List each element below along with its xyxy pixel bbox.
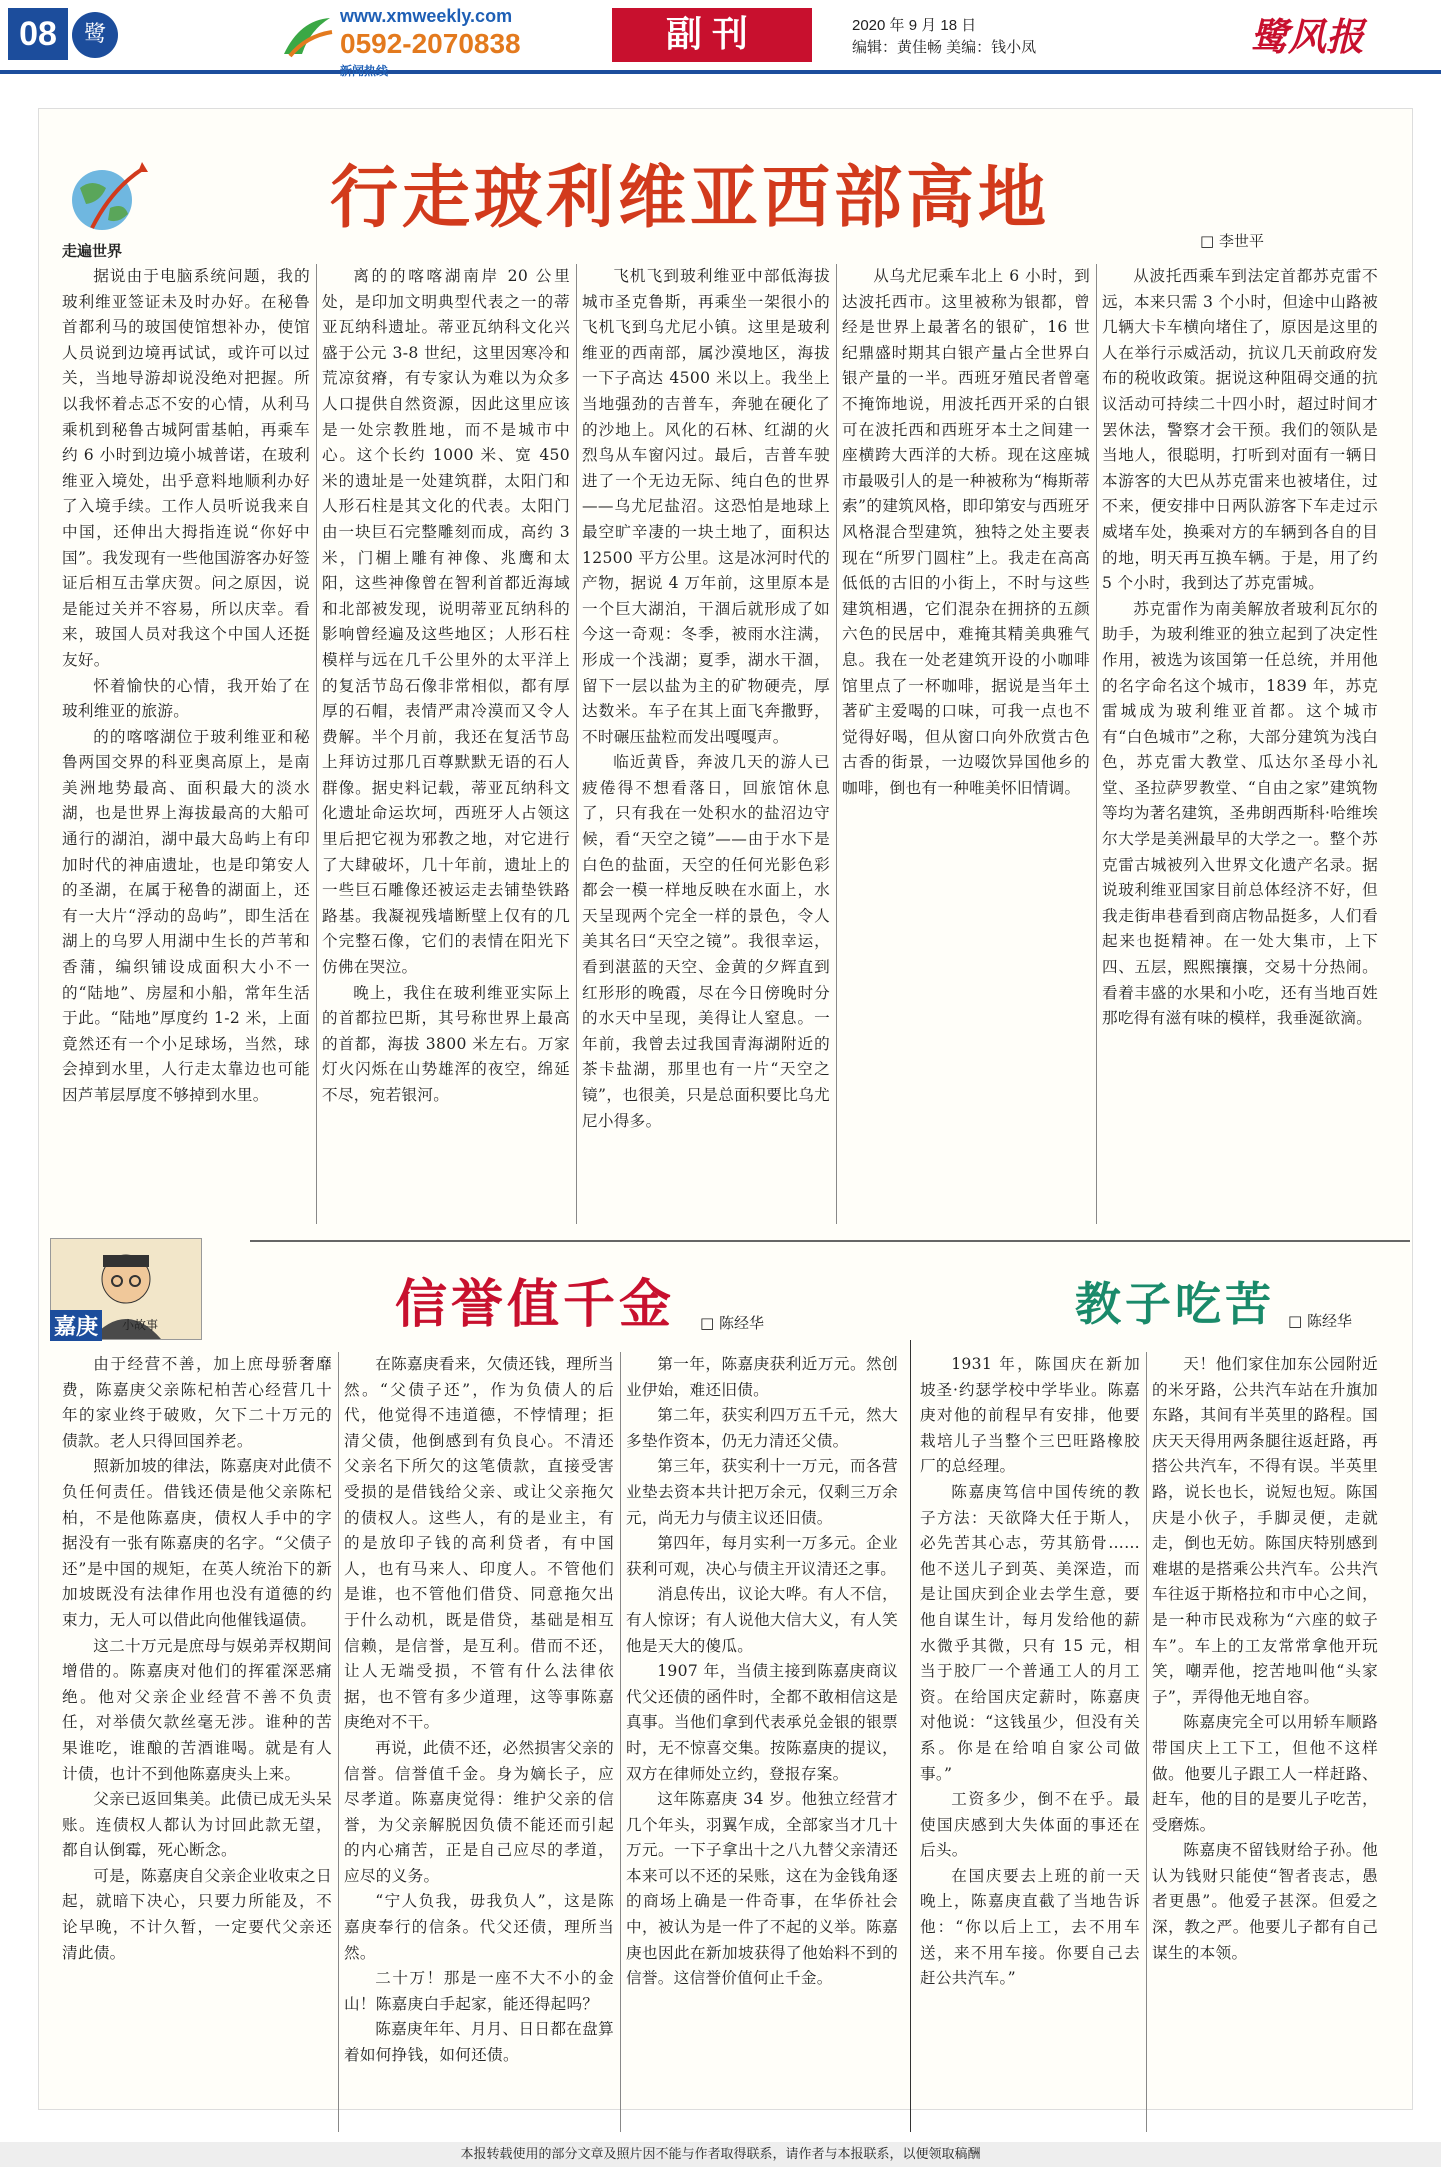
paragraph: 从乌尤尼乘车北上 6 小时，到达波托西市。这里被称为银都，曾经是世界上最著名的银矿，16 世纪鼎盛时期其白银产量占全世界白银产量的一半。西班牙殖民者曾毫不掩饰地说，用波托西开采的白银可在波托西和西班牙本土之间建一座横跨大西洋的大桥。现在这座城市最吸引人的是一种被称为“梅斯蒂索”的建筑风格，即印第安与西班牙风格混合型建筑，独特之处主要表现在“所罗门圆柱”上。我走在高高低低的古旧的小街上，不时与这些建筑相遇，它们混杂在拥挤的五颜六色的民居中，难掩其精美典雅气息。我在一处老建筑开设的小咖啡馆里点了一杯咖啡，据说是当年土著矿主爱喝的口味，可我一点也不觉得好喝，但从窗口向外欣赏古色古香的街景，一边啜饮异国他乡的咖啡，倒也有一种唯美怀旧情调。 xyxy=(842,267,1090,797)
paragraph: 这二十万元是庶母与娱弟弄权期间增借的。陈嘉庚对他们的挥霍深恶痛绝。他对父亲企业经营不善不负责任，对举债欠款丝毫无涉。谁种的苦果谁吃，谁酿的苦酒谁喝。就是有人计债，也计不到他陈嘉庚头上来。 xyxy=(62,1636,332,1783)
site-url: www.xmweekly.com xyxy=(340,6,513,26)
paragraph: 据说由于电脑系统问题，我的玻利维亚签证未及时办好。在秘鲁首都利马的玻国使馆想补办，使馆人员说到边境再试试，或许可以过关，当地导游却说没绝对把握。所以我怀着忐忑不安的心情，从利马乘机到秘鲁古城阿雷基帕，再乘车约 6 小时到边境小城普诺，在玻利维亚入境处，出乎意料地顺利办好了入境手续。工作人员听说我来自中国，还伸出大拇指连说“你好中国”。我发现有一些他国游客办好签证后相互击掌庆贺。问之原因，说是能过关并不容易，所以庆幸。看来，玻国人员对我这个中国人还挺友好。 xyxy=(62,267,310,669)
paragraph: 离的的喀喀湖南岸 20 公里处，是印加文明典型代表之一的蒂亚瓦纳科遗址。蒂亚瓦纳科文化兴盛于公元 3-8 世纪，这里因寒冷和荒凉贫瘠，有专家认为难以为众多人口提供自然资源，因此这里应该是一处宗教胜地，而不是城市中心。这个长约 1000 米、宽 450 米的遗址是一处建筑群，太阳门和人形石柱是其文化的代表。太阳门由一块巨石完整雕刻而成，高约 3 米，门楣上雕有神像、兆鹰和太阳，这些神像曾在智利首都近海域和北部被发现，说明蒂亚瓦纳科的影响曾经遍及这些地区；人形石柱模样与远在几千公里外的太平洋上的复活节岛石像非常相似，都有厚厚的石帽，表情严肃冷漠而又令人费解。半个月前，我还在复活节岛上拜访过那几百尊默默无语的石人群像。据史料记载，蒂亚瓦纳科文化遗址命运坎坷，西班牙人占领这里后把它视为邪教之地，对它进行了大肆破坏，几十年前，遗址上的一些巨石雕像还被运走去铺垫铁路路基。我凝视残墙断壁上仅有的几个完整石像，它们的表情在阳光下仿佛在哭泣。 xyxy=(322,267,570,977)
article-author: □ 陈经华 xyxy=(1288,1312,1352,1330)
paragraph: 陈嘉庚年年、月月、日日都在盘算着如何挣钱，如何还债。 xyxy=(344,2020,614,2065)
article1-column-2 xyxy=(322,264,570,1224)
globe-icon xyxy=(62,158,152,238)
column-rule xyxy=(316,264,317,1224)
article1-column-5 xyxy=(1102,264,1378,1224)
paragraph: 陈嘉庚不留钱财给子孙。他认为钱财只能使“智者丧志，愚者更愚”。他爱子甚深。但爱之深，教之严。他要儿子都有自己谋生的本领。 xyxy=(1152,1841,1378,1962)
issue-date: 2020 年 9 月 18 日 xyxy=(852,17,977,34)
article-author: □ 陈经华 xyxy=(700,1314,764,1332)
paragraph: 怀着愉快的心情，我开始了在玻利维亚的旅游。 xyxy=(62,676,310,721)
paragraph: 晚上，我住在玻利维亚实际上的首都拉巴斯，其号称世界上最高的首都，海拔 3800 米左右。万家灯火闪烁在山势雄浑的夜空，绵延不尽，宛若银河。 xyxy=(322,983,570,1104)
column-rule xyxy=(576,264,577,1224)
article-title: 行走玻利维亚西部高地 xyxy=(330,158,1051,238)
paragraph: 的的喀喀湖位于玻利维亚和秘鲁两国交界的科亚奥高原上，是南美洲地势最高、面积最大的淡水湖，也是世界上海拔最高的大船可通行的湖泊，湖中最大岛屿上有印加时代的神庙遗址，也是印第安人的圣湖，在属于秘鲁的湖面上，还有一大片“浮动的岛屿”，即生活在湖上的乌罗人用湖中生长的芦苇和香蒲，编织铺设成面积大小不一的“陆地”、房屋和小船，常年生活于此。“陆地”厚度约 1-2 米，上面竟然还有一个小足球场，当然，球会掉到水里，人行走太靠边也可能因芦苇层厚度不够掉到水里。 xyxy=(62,727,310,1104)
column-rule xyxy=(620,1352,621,2132)
paragraph: 陈嘉庚完全可以用轿车顺路带国庆上工下工，但他不这样做。他要儿子跟工人一样赶路、赶车，他的目的是要儿子吃苦，受磨炼。 xyxy=(1152,1713,1378,1834)
footer-notice: 本报转载使用的部分文章及照片因不能与作者取得联系，请作者与本报联系，以便领取稿酬 xyxy=(0,2142,1441,2167)
paragraph: 父亲已返回集美。此债已成无头呆账。连债权人都认为讨回此款无望，都自认倒霉，死心断念。 xyxy=(62,1790,332,1860)
article1-column-3 xyxy=(582,264,830,1224)
paper-name: 鹭风报 xyxy=(1250,14,1365,59)
paragraph: 这年陈嘉庚 34 岁。他独立经营才几个年头，羽翼乍成，全部家当才几十万元。一下子拿出十之八九替父亲清还本来可以不还的呆账，这在为金钱角逐的商场上确是一件奇事，在华侨社会中，被认为是一件了不起的义举。陈嘉庚也因此在新加坡获得了他始料不到的信誉。这信誉价值何止千金。 xyxy=(626,1790,898,1988)
section-divider xyxy=(250,1240,1410,1242)
hotline-phone: 0592-2070838 xyxy=(340,28,521,59)
paragraph: 工资多少，倒不在乎。最使国庆感到大失体面的事还在后头。 xyxy=(920,1790,1140,1860)
header-rule xyxy=(0,70,1441,74)
paragraph: 第四年，每月实利一万多元。企业获利可观，决心与债主开议清还之事。 xyxy=(626,1534,898,1578)
paragraph: 1907 年，当债主接到陈嘉庚商议代父还债的函件时，全都不敢相信这是真事。当他们拿到代表承兑金银的银票时，无不惊喜交集。按陈嘉庚的提议，双方在律师处立约，登报存案。 xyxy=(626,1662,898,1783)
paragraph: 二十万！那是一座不大不小的金山！陈嘉庚白手起家，能还得起吗？ xyxy=(344,1969,614,2013)
hotline-swoosh-icon xyxy=(280,14,334,60)
column-rule xyxy=(1096,264,1097,1224)
editor-credit: 编辑：黄佳畅 美编：钱小凤 xyxy=(852,39,1037,56)
paragraph: 在陈嘉庚看来，欠债还钱，理所当然。“父债子还”，作为负债人的后代，他觉得不违道德，不悖情理；拒清父债，他倒感到有负良心。不清还父亲名下所欠的这笔债款，直接受害受损的是借钱给父亲、或让父亲拖欠的债权人。这些人，有的是业主，有的是放印子钱的高利贷者，有中国人，也有马来人、印度人。不管他们是谁，也不管他们借贷、同意拖欠出于什么动机，既是借贷，基础是相互信赖，是信誉，是互利。借而不还，让人无端受损，不管有什么法律依据，也不管有多少道理，这等事陈嘉庚绝对不干。 xyxy=(344,1355,614,1732)
paragraph: 可是，陈嘉庚自父亲企业收束之日起，就暗下决心，只要力所能及，不论早晚，不计久暂，一定要代父亲还清此债。 xyxy=(62,1866,332,1962)
paragraph: “宁人负我，毋我负人”，这是陈嘉庚奉行的信条。代父还债，理所当然。 xyxy=(344,1892,614,1962)
column-kicker-sub: 小故事 xyxy=(122,1318,159,1332)
paragraph: 第二年，获实利四万五千元，然大多垫作资本，仍无力清还父债。 xyxy=(626,1406,898,1450)
paragraph: 由于经营不善，加上庶母骄奢靡费，陈嘉庚父亲陈杞柏苦心经营几十年的家业终于破败，欠下二十万元的债款。老人只得回国养老。 xyxy=(62,1355,332,1450)
article-separator xyxy=(910,1340,911,2132)
article1-column-4 xyxy=(842,264,1090,1224)
column-rule xyxy=(1146,1352,1147,2132)
column-rule xyxy=(836,264,837,1224)
paragraph: 飞机飞到玻利维亚中部低海拔城市圣克鲁斯，再乘坐一架很小的飞机飞到乌尤尼小镇。这里是玻利维亚的西南部，属沙漠地区，海拔一下子高达 4500 米以上。我坐上当地强劲的吉普车，奔驰在硬化了的沙地上。风化的石林、红湖的火烈鸟从车窗闪过。最后，吉普车驶进了一个无边无际、纯白色的世界——乌尤尼盐沼。这恐怕是地球上最空旷辛凄的一块土地了，面积达 12500 平方公里。这是冰河时代的产物，据说 4 万年前，这里原本是一个巨大湖泊，干涸后就形成了如今这一奇观：冬季，被雨水注满，形成一个浅湖；夏季，湖水干涸，留下一层以盐为主的矿物硬壳，厚达数米。车子在其上面飞奔撒野，不时碾压盐粒而发出嘎嘎声。 xyxy=(582,267,830,746)
page-number: 08 xyxy=(8,8,68,60)
hotline-label: 新闻热线 xyxy=(340,64,389,78)
section-title: 副刊 xyxy=(612,8,812,62)
column-kicker: 嘉庚 xyxy=(50,1310,102,1341)
paragraph: 照新加坡的律法，陈嘉庚对此债不负任何责任。借钱还债是他父亲陈杞柏，不是他陈嘉庚，债权人手中的字据没有一张有陈嘉庚的名字。“父债子还”是中国的规矩，在英人统治下的新加坡既没有法律作用也没有道德的约束力，无人可以借此向他催钱逼债。 xyxy=(62,1457,332,1629)
paragraph: 第一年，陈嘉庚获利近万元。然创业伊始，难还旧债。 xyxy=(626,1355,898,1399)
article2-column-1 xyxy=(62,1352,332,2132)
article1-column-1 xyxy=(62,264,310,1224)
article-author: □ 李世平 xyxy=(1200,232,1264,250)
paragraph: 在国庆要去上班的前一天晚上，陈嘉庚直截了当地告诉他：“你以后上工，去不用车送，来不用车接。你要自己去赶公共汽车。” xyxy=(920,1866,1140,1988)
article2-column-3 xyxy=(626,1352,898,2132)
article2-column-2 xyxy=(344,1352,614,2132)
column-kicker: 走遍世界 xyxy=(62,242,123,260)
paragraph: 从波托西乘车到法定首都苏克雷不远，本来只需 3 个小时，但途中山路被几辆大卡车横向堵住了，原因是这里的人在举行示威活动，抗议几天前政府发布的税收政策。据说这种阻碍交通的抗议活动可持续二十四小时，超过时间才罢休法，警察才会干预。我们的领队是当地人，很聪明，打听到对面有一辆日本游客的大巴从苏克雷来也被堵住，过不来，便安排中日两队游客下车走过示威堵车处，换乘对方的车辆到各自的目的地，明天再互换车辆。于是，用了约 5 个小时，我到达了苏克雷城。 xyxy=(1102,267,1378,593)
paragraph: 1931 年，陈国庆在新加坡圣·约瑟学校中学毕业。陈嘉庚对他的前程早有安排，他要栽培儿子当整个三巴旺路橡胶厂的总经理。 xyxy=(920,1355,1140,1476)
paragraph: 临近黄昏，奔波几天的游人已疲倦得不想看落日，回旅馆休息了，只有我在一处积水的盐沼边守候，看“天空之镜”——由于水下是白色的盐面，天空的任何光影色彩都会一模一样地反映在水面上，水天呈现两个完全一样的景色，令人美其名曰“天空之镜”。我很幸运，看到湛蓝的天空、金黄的夕辉直到红形形的晚霞，尽在今日傍晚时分的水天中呈现，美得让人窒息。一年前，我曾去过我国青海湖附近的茶卡盐湖，那里也有一片“天空之镜”，也很美，只是总面积要比乌尤尼小得多。 xyxy=(582,753,830,1130)
paper-logo-icon: 鹭 xyxy=(72,12,118,58)
paragraph: 消息传出，议论大哗。有人不信，有人惊讶；有人说他大信大义，有人笑他是天大的傻瓜。 xyxy=(626,1585,898,1655)
paragraph: 第三年，获实利十一万元，而各营业垫去资本共计把万余元，仅剩三万余元，尚无力与债主议还旧债。 xyxy=(626,1457,898,1527)
article3-column-1 xyxy=(920,1352,1140,2132)
article-title: 信誉值千金 xyxy=(395,1274,676,1335)
paragraph: 再说，此债不还，必然损害父亲的信誉。信誉值千金。身为嫡长子，应尽孝道。陈嘉庚觉得：维护父亲的信誉，为父亲解脱因负债不能还而引起的内心痛苦，正是自己应尽的孝道，应尽的义务。 xyxy=(344,1738,614,1885)
paragraph: 苏克雷作为南美解放者玻利瓦尔的助手，为玻利维亚的独立起到了决定性作用，被选为该国第一任总统，并用他的名字命名这个城市，1839 年，苏克雷城成为玻利维亚首都。这个城市有“白色城市”之称，大部分建筑为浅白色，苏克雷大教堂、瓜达尔圣母小礼堂、圣拉萨罗教堂、“自由之家”建筑物等均为著名建筑，圣弗朗西斯科·哈维埃尔大学是美洲最早的大学之一。整个苏克雷古城被列入世界文化遗产名录。据说玻利维亚国家目前总体经济不好，但我走街串巷看到商店物品挺多，人们看起来也挺精神。在一处大集市，上下四、五层，熙熙攘攘，交易十分热闹。看着丰盛的水果和小吃，还有当地百姓那吃得有滋有味的模样，我垂涎欲滴。 xyxy=(1102,599,1378,1028)
article3-column-2 xyxy=(1152,1352,1378,2132)
article-title: 教子吃苦 xyxy=(1075,1277,1275,1331)
column-rule xyxy=(338,1352,339,2132)
paragraph: 天！他们家住加东公园附近的米牙路，公共汽车站在升旗加东路，其间有半英里的路程。国庆天天得用两条腿往返赶路，再搭公共汽车，不得有误。半英里路，说长也长，说短也短。陈国庆是小伙子，手脚灵便，走就走，倒也无妨。陈国庆特别感到难堪的是搭乘公共汽车。公共汽车往返于斯格拉和市中心之间，是一种市民戏称为“六座的蚊子车”。车上的工友常常拿他开玩笑，嘲弄他，挖苦地叫他“头家子”，弄得他无地自容。 xyxy=(1152,1355,1378,1706)
paragraph: 陈嘉庚笃信中国传统的教子方法：天欲降大任于斯人，必先苦其心志，劳其筋骨……他不送儿子到英、美深造，而是让国庆到企业去学生意，要他自谋生计，每月发给他的薪水微乎其微，只有 15 元，相当于胶厂一个普通工人的月工资。在给国庆定薪时，陈嘉庚对他说：“这钱虽少，但没有关系。你是在给咱自家公司做事。” xyxy=(920,1482,1140,1783)
